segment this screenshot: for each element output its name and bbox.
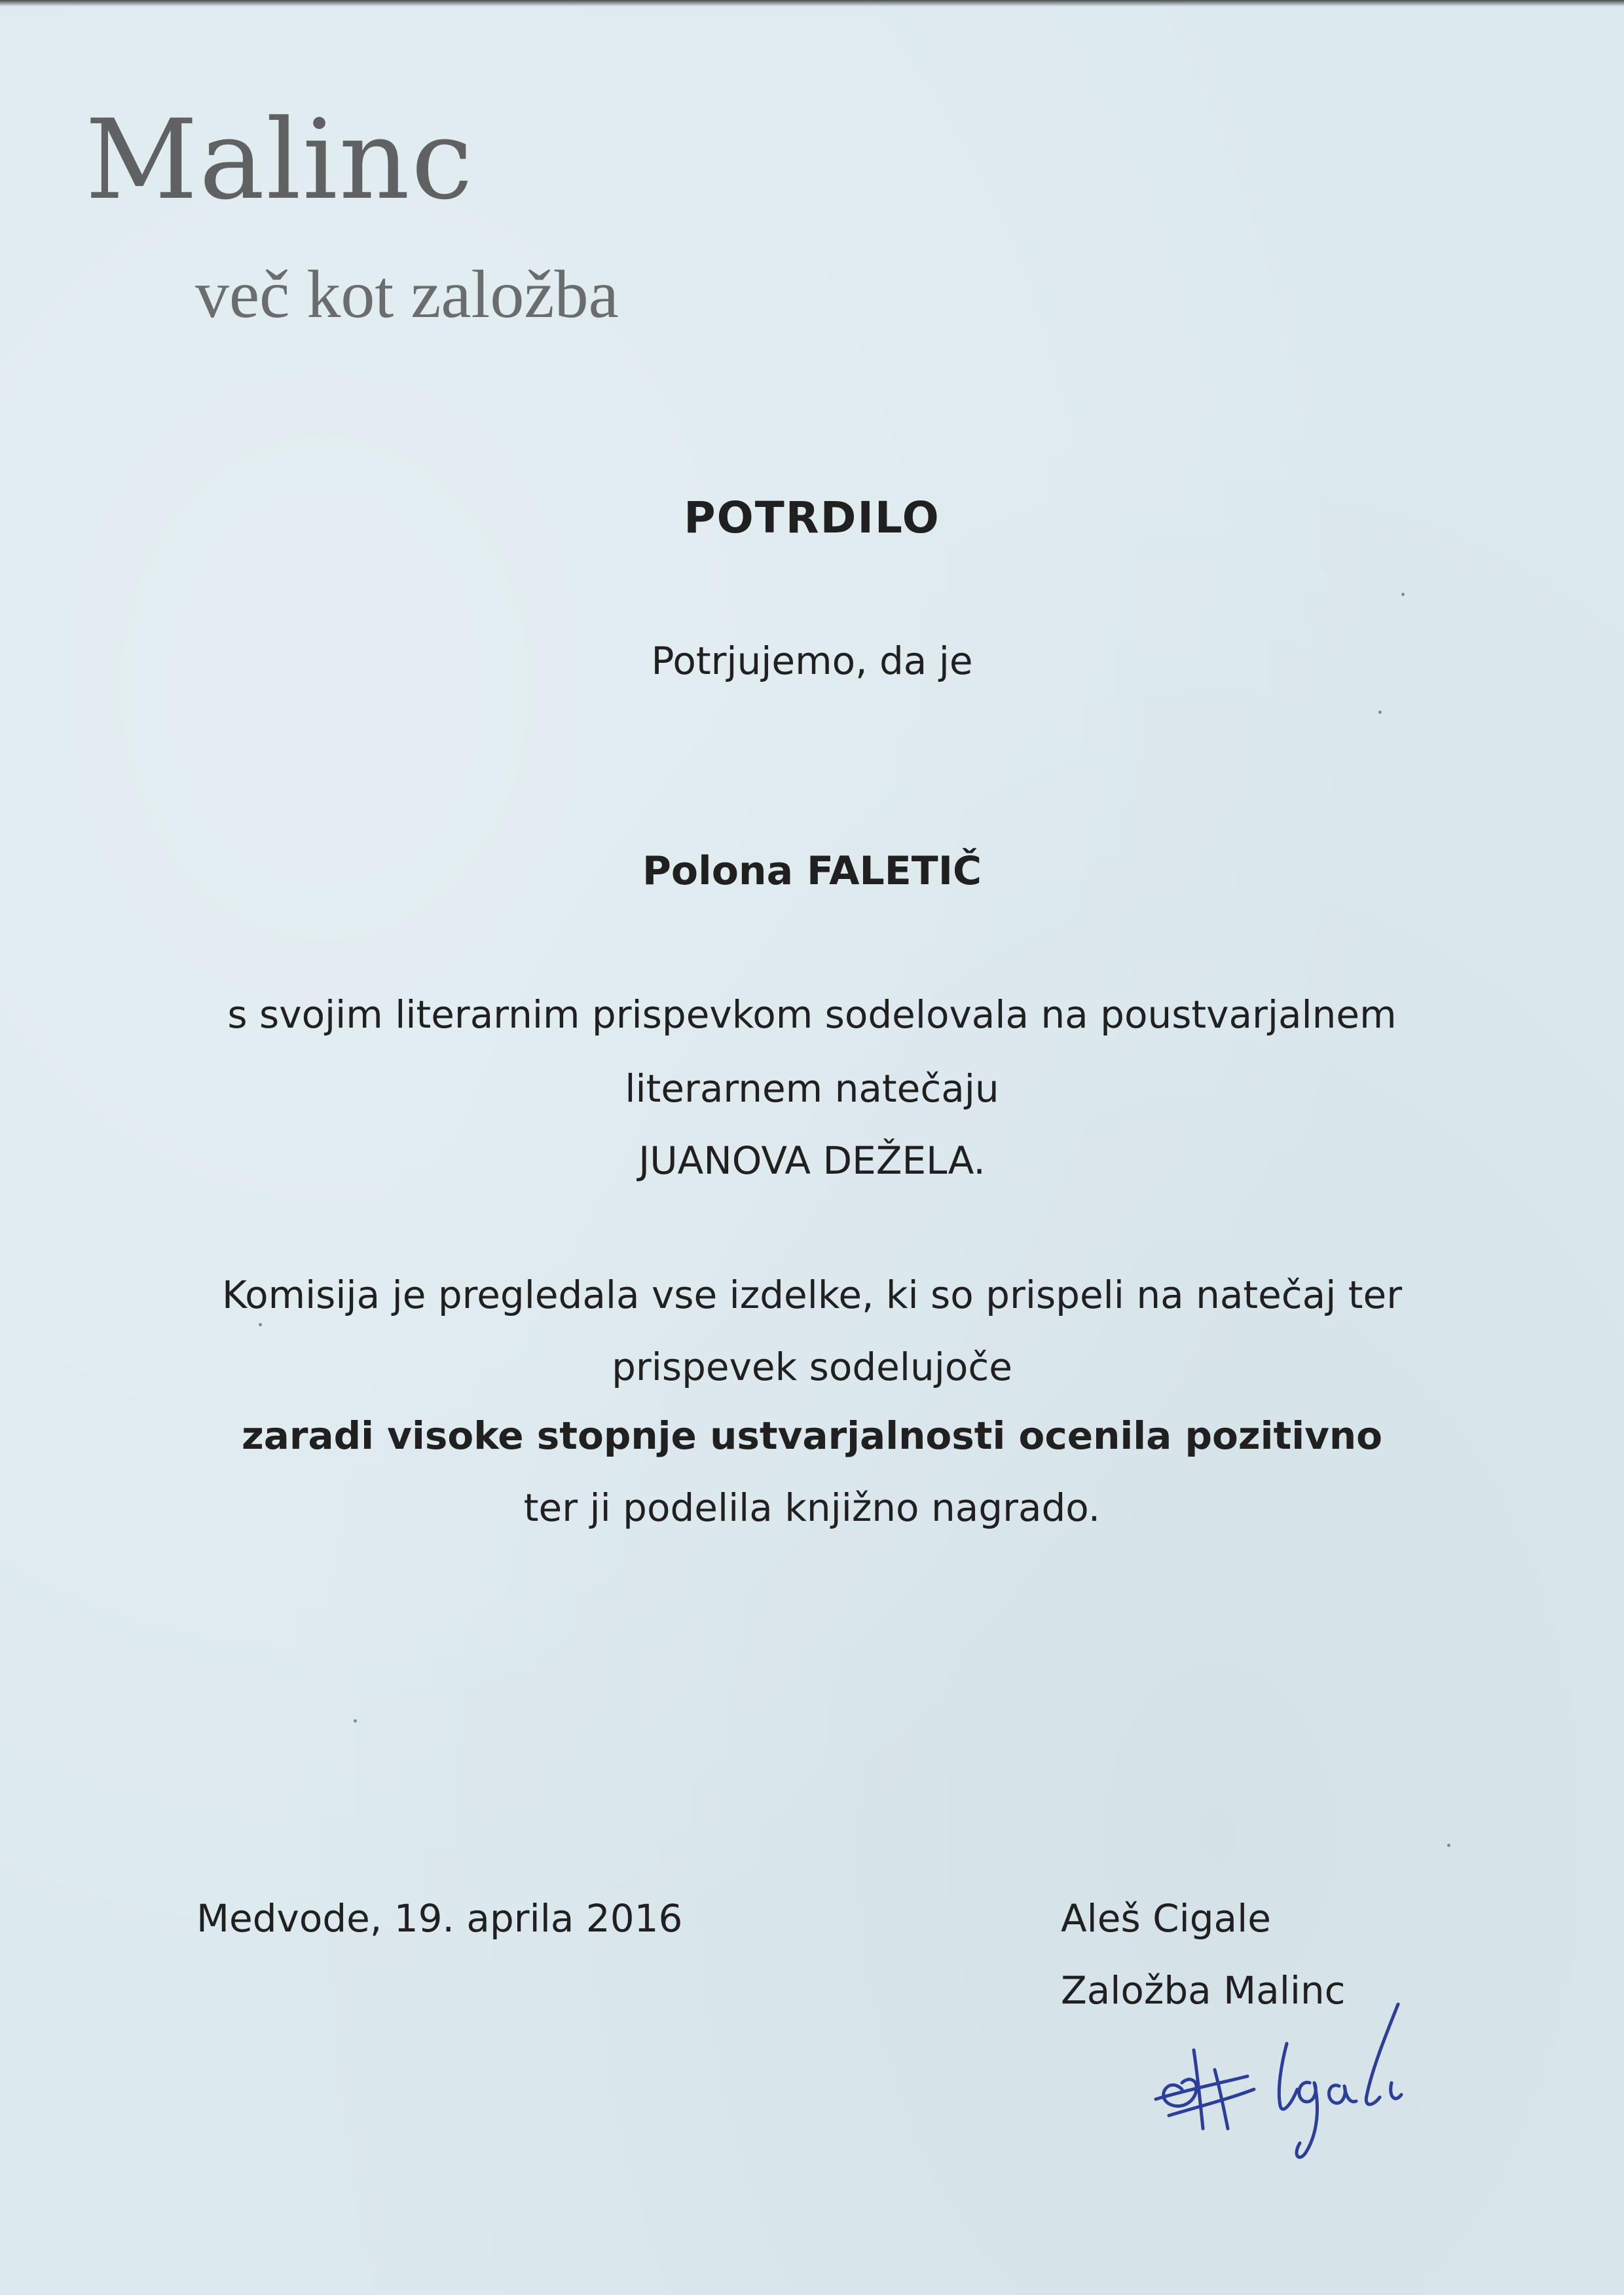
body-line: ter ji podelila knjižno nagrado. (523, 1485, 1101, 1530)
paper-speck (354, 1719, 357, 1723)
paper-speck (1378, 711, 1382, 714)
paper-speck (1401, 593, 1405, 596)
recipient-name: Polona FALETIČ (642, 848, 982, 894)
body-line: prispevek sodelujoče (612, 1345, 1012, 1389)
handwritten-signature (1143, 1991, 1444, 2174)
certificate-title: POTRDILO (684, 493, 940, 543)
evaluation-line: zaradi visoke stopnje ustvarjalnosti ocenila pozitivno (241, 1413, 1383, 1458)
place-date: Medvode, 19. aprila 2016 (196, 1896, 683, 1941)
paper-speck (1447, 1844, 1450, 1847)
body-line: Komisija je pregledala vse izdelke, ki so prispeli na natečaj ter (221, 1273, 1403, 1317)
certificate-intro: Potrjujemo, da je (651, 639, 973, 683)
competition-name: JUANOVA DEŽELA. (638, 1138, 986, 1183)
publisher-logo-tagline: več kot založba (195, 257, 619, 332)
signer-name: Aleš Cigale (1061, 1896, 1271, 1941)
signer-organization: Založba Malinc (1061, 1968, 1346, 2013)
body-line: s svojim literarnim prispevkom sodelovala na poustvarjalnem (227, 992, 1397, 1037)
body-line: literarnem natečaju (625, 1066, 999, 1111)
scan-edge (0, 0, 1624, 7)
publisher-logo-name: Malinc (85, 96, 474, 224)
paper-speck (259, 1323, 262, 1326)
